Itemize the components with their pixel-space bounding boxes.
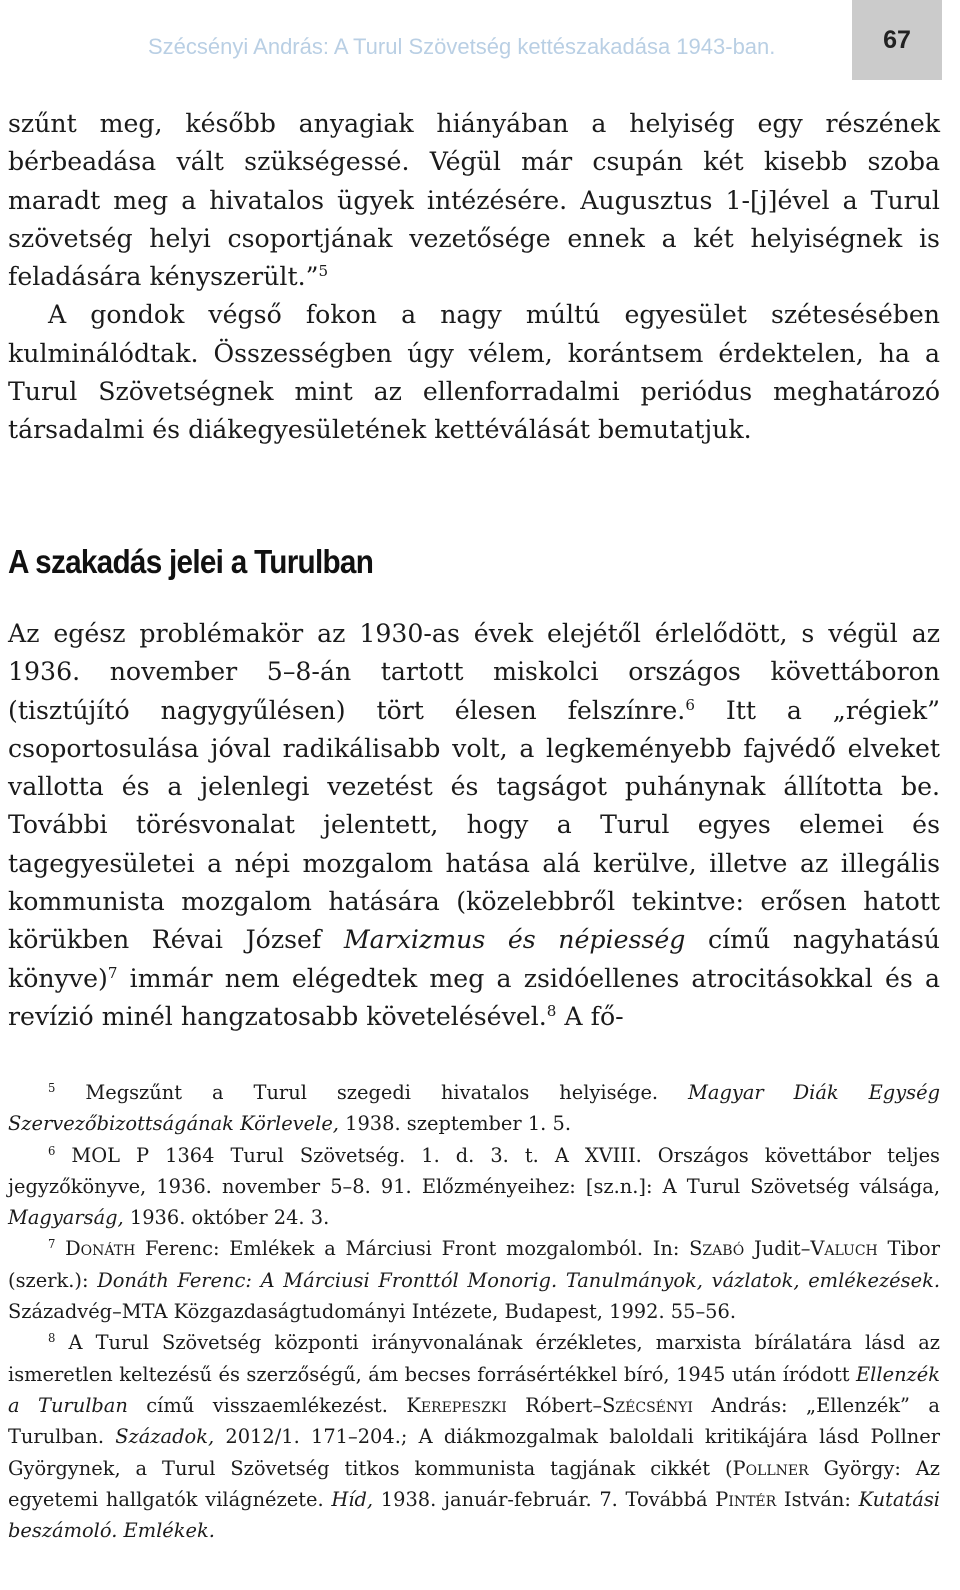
footnote-text: 1938. január-február. 7. Továbbá bbox=[373, 1487, 716, 1511]
footnote-number: 5 bbox=[48, 1081, 56, 1096]
author-name: Valuch bbox=[810, 1237, 878, 1261]
footnote-ref-7[interactable]: 7 bbox=[107, 963, 118, 982]
footnote-text: 1936. október 24. 3. bbox=[123, 1206, 330, 1230]
footnote-text: Judit– bbox=[744, 1237, 811, 1261]
footnote-italic: Híd, bbox=[331, 1487, 374, 1511]
footnote-number: 7 bbox=[48, 1237, 56, 1252]
author-name: Szabó bbox=[689, 1237, 745, 1261]
paragraph-text: szűnt meg, később anyagiak hiányában a helyiség egy részének bérbeadása vált szükségessé. Végül már csupán két kisebb szoba maradt meg a hivatalos ügyek intézésére. Augusztus 1-[j]ével a Turul szövetség helyi csoportjának vezetősége ennek a két helyiségnek is feladására kényszerült.” bbox=[8, 109, 940, 292]
footnote-number: 6 bbox=[48, 1143, 56, 1158]
section-text bbox=[8, 615, 940, 1036]
footnote-text: Tibor (szerk.): bbox=[8, 1237, 941, 1292]
footnote-italic: Kutatási beszámoló. Emlékek. bbox=[8, 1487, 940, 1543]
footnote-italic: Donáth Ferenc: A Márciusi Fronttól Monorig. Tanulmányok, vázlatok, emlékezések. bbox=[97, 1268, 940, 1292]
paragraph bbox=[8, 105, 940, 296]
footnote-text: című visszaemlékezést. bbox=[127, 1393, 407, 1417]
text-run: immár nem elégedtek meg a zsidóellenes atrocitásokkal és a revízió minél hangzatosabb követelésével. bbox=[8, 963, 940, 1031]
text-run: Az egész problémakör az 1930-as évek elejétől érlelődött, s végül az 1936. november 5–8-án tartott miskolci országos követtáboron (tisztújító nagygyűlésen) tört élesen felszínre. bbox=[8, 619, 940, 725]
page-number: 67 bbox=[883, 25, 911, 54]
author-name: Pintér bbox=[715, 1487, 777, 1511]
footnote-text: András: „Ellenzék” a Turulban. bbox=[8, 1393, 940, 1449]
footnote-italic: Századok, bbox=[115, 1425, 215, 1449]
author-name: Pollner bbox=[732, 1456, 809, 1480]
footnote-7 bbox=[8, 1233, 940, 1327]
footnote-italic: Magyar Diák Egység Szervezőbizottságának Körlevele, bbox=[8, 1081, 940, 1136]
intro-text bbox=[8, 105, 940, 450]
footnote-text: 2012/1. 171–204.; A diákmozgalmak baloldali kritikájára lásd Pollner Györgynek, a Turul Szövetség titkos kommunista tagjának cikkét ( bbox=[8, 1425, 941, 1480]
section-heading: A szakadás jelei a Turulban bbox=[8, 543, 374, 580]
footnotes bbox=[8, 1077, 940, 1546]
footnote-ref-5[interactable]: 5 bbox=[318, 262, 329, 281]
footnote-ref-8[interactable]: 8 bbox=[546, 1001, 557, 1020]
footnote-italic: Ellenzék a Turulban bbox=[8, 1362, 940, 1417]
book-title: Marxizmus és népiesség bbox=[343, 925, 686, 955]
footnote-6 bbox=[8, 1140, 940, 1234]
author-name: Kerepeszki bbox=[406, 1393, 507, 1417]
footnote-text: Ferenc: Emlékek a Márciusi Front mozgalomból. In: bbox=[135, 1237, 690, 1261]
page-number-box bbox=[852, 0, 942, 80]
footnote-text: István: bbox=[776, 1487, 859, 1511]
running-header-title: Szécsényi András: A Turul Szövetség kettészakadása 1943-ban. bbox=[148, 34, 776, 59]
footnote-italic: Magyarság, bbox=[8, 1206, 124, 1230]
author-name: Donáth bbox=[65, 1237, 136, 1261]
footnote-text: Megszűnt a Turul szegedi hivatalos helyisége. bbox=[55, 1081, 689, 1104]
footnote-text: Róbert– bbox=[506, 1393, 603, 1417]
footnote-text: György: Az egyetemi hallgatók világnézete. bbox=[8, 1456, 940, 1511]
footnote-8 bbox=[8, 1327, 940, 1546]
footnote-text: A Turul Szövetség központi irányvonalának érzékletes, marxista bírálatára lásd az ismeretlen keltezésű és szerzőségű, ám becses forrásértékkel bíró, 1945 után íródott bbox=[8, 1331, 940, 1386]
footnote-number: 8 bbox=[48, 1331, 56, 1346]
paragraph-text: A gondok végső fokon a nagy múltú egyesület szétesésében kulminálódtak. Összességben úgy vélem, korántsem érdektelen, ha a Turul Szövetségnek mint az ellenforradalmi periódus meghatározó társadalmi és diákegyesületének kettéválását bemutatjuk. bbox=[8, 300, 940, 445]
footnote-ref-6[interactable]: 6 bbox=[685, 695, 695, 714]
footnote-text: Századvég–MTA Közgazdaságtudományi Intézete, Budapest, 1992. 55–56. bbox=[8, 1300, 737, 1324]
text-run: A fő- bbox=[556, 1001, 624, 1031]
footnote-text: 1938. szeptember 1. 5. bbox=[338, 1112, 572, 1136]
paragraph bbox=[8, 296, 940, 449]
footnote-5 bbox=[8, 1077, 940, 1140]
paragraph bbox=[8, 615, 940, 1036]
footnote-text: MOL P 1364 Turul Szövetség. 1. d. 3. t. A XVIII. Országos követtábor teljes jegyzőkönyve, 1936. november 5–8. 91. Előzményeihez: [sz.n.]: A Turul Szövetség válsága, bbox=[8, 1143, 940, 1198]
text-run: Itt a „régiek” csoportosulása jóval radikálisabb volt, a legkeményebb fajvédő elveket vallotta és a jelenlegi vezetést és tagságot puhánynak állította be. További törésvonalat jelentett, hogy a Turul egyes elemei és tagegyesületei a népi mozgalom hatása alá kerülve, illetve az illegális kommunista mozgalom hatására (közelebbről tekintve: erősen hatott körükben Révai József bbox=[8, 695, 941, 955]
author-name: Szécsényi bbox=[602, 1393, 693, 1417]
text-run: című nagyhatású könyve) bbox=[8, 925, 940, 993]
